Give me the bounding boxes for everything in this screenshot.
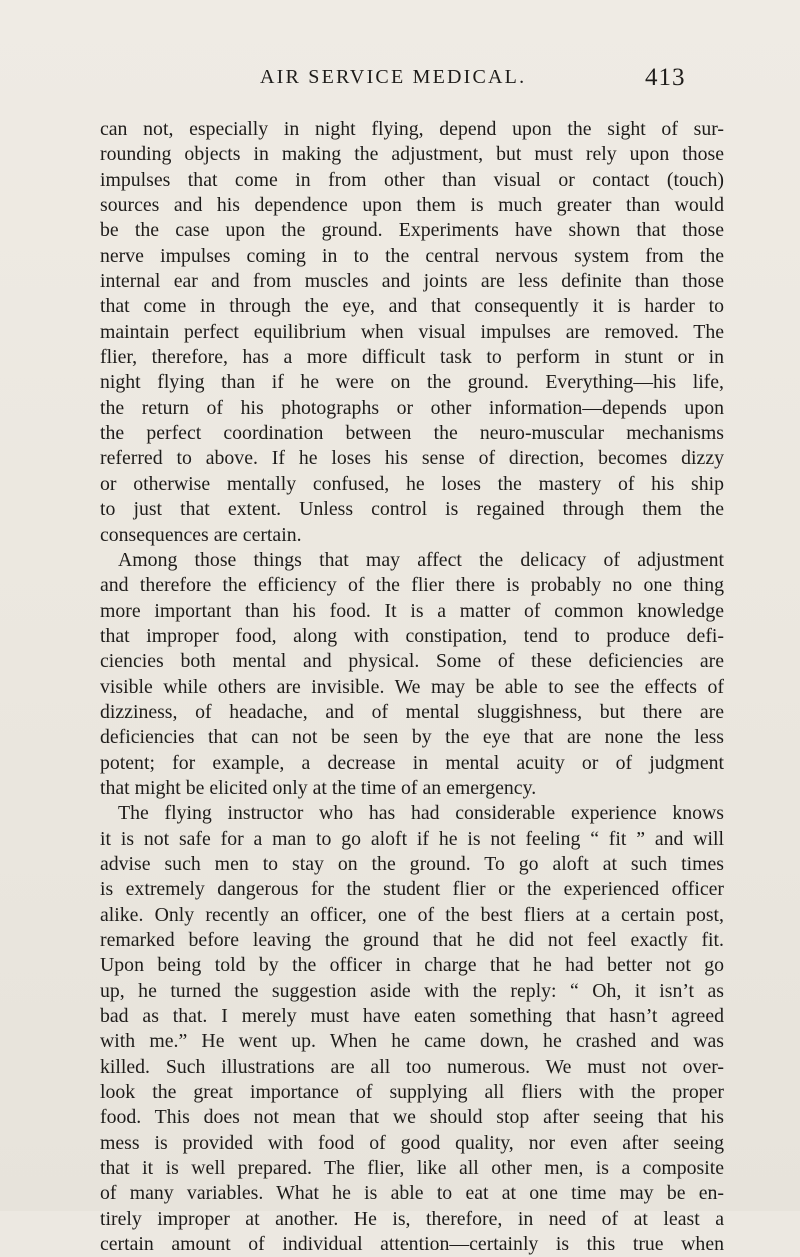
running-head <box>0 66 800 96</box>
text-line: impulses that come in from other than visual or contact (touch) <box>100 168 724 191</box>
text-line: visible while others are invisible. We may be able to see the effects of <box>100 675 724 698</box>
text-line: look the great importance of supplying all fliers with the proper <box>100 1081 724 1104</box>
page-number: 413 <box>645 64 686 91</box>
text-line: Upon being told by the officer in charge that he had better not go <box>100 954 724 977</box>
text-line: and therefore the efficiency of the flier there is probably no one thing <box>100 574 724 597</box>
text-line: The flying instructor who has had considerable experience knows <box>118 802 724 825</box>
paragraph <box>100 548 724 801</box>
text-line: food. This does not mean that we should stop after seeing that his <box>100 1106 724 1129</box>
text-line: is extremely dangerous for the student flier or the experienced officer <box>100 878 724 901</box>
text-line: night flying than if he were on the ground. Everything—his life, <box>100 371 724 394</box>
text-line: deficiencies that can not be seen by the eye that are none the less <box>100 726 724 749</box>
text-line: the perfect coordination between the neuro-muscular mechanisms <box>100 422 724 445</box>
text-line: more important than his food. It is a matter of common knowledge <box>100 599 724 622</box>
text-line: that might be elicited only at the time of an emergency. <box>100 776 537 799</box>
text-line: rounding objects in making the adjustment, but must rely upon those <box>100 143 724 166</box>
text-line: internal ear and from muscles and joints are less definite than those <box>100 270 724 293</box>
text-line: bad as that. I merely must have eaten something that hasn’t agreed <box>100 1005 724 1028</box>
text-line: to just that extent. Unless control is regained through them the <box>100 498 724 521</box>
text-line: sources and his dependence upon them is much greater than would <box>100 194 724 217</box>
text-line: nerve impulses coming in to the central nervous system from the <box>100 244 724 267</box>
text-line: advise such men to stay on the ground. To go aloft at such times <box>100 852 724 875</box>
text-line: consequences are certain. <box>100 523 302 546</box>
paragraph <box>100 117 724 548</box>
text-line: it is not safe for a man to go aloft if he is not feeling “ fit ” and will <box>100 827 724 850</box>
text-line: of many variables. What he is able to eat at one time may be en- <box>100 1182 724 1205</box>
text-line: can not, especially in night flying, depend upon the sight of sur- <box>100 118 724 140</box>
text-line: referred to above. If he loses his sense of direction, becomes dizzy <box>100 447 724 470</box>
text-line: ciencies both mental and physical. Some of these deficiencies are <box>100 650 724 673</box>
paragraph <box>100 801 724 1257</box>
text-line: maintain perfect equilibrium when visual impulses are removed. The <box>100 320 724 343</box>
text-line: tirely improper at another. He is, therefore, in need of at least a <box>100 1207 724 1230</box>
text-line: flier, therefore, has a more difficult task to perform in stunt or in <box>100 346 724 369</box>
text-line: remarked before leaving the ground that he did not feel exactly fit. <box>100 929 724 951</box>
text-line: Among those things that may affect the delicacy of adjustment <box>118 548 724 571</box>
text-line: alike. Only recently an officer, one of the best fliers at a certain post, <box>100 903 724 926</box>
text-line: certain amount of individual attention—certainly is this true when <box>100 1233 724 1256</box>
text-line: dizziness, of headache, and of mental sluggishness, but there are <box>100 700 724 723</box>
text-line: or otherwise mentally confused, he loses the mastery of his ship <box>100 472 724 495</box>
text-line: with me.” He went up. When he came down, he crashed and was <box>100 1030 724 1053</box>
text-line: up, he turned the suggestion aside with the reply: “ Oh, it isn’t as <box>100 979 724 1002</box>
text-line: that come in through the eye, and that consequently it is harder to <box>100 295 724 318</box>
text-line: the return of his photographs or other information—depends upon <box>100 396 724 419</box>
text-line: that improper food, along with constipation, tend to produce defi- <box>100 624 724 647</box>
text-line: potent; for example, a decrease in mental acuity or of judgment <box>100 751 724 774</box>
text-line: mess is provided with food of good quality, nor even after seeing <box>100 1131 724 1154</box>
running-title: AIR SERVICE MEDICAL. <box>260 66 527 88</box>
text-line: be the case upon the ground. Experiments have shown that those <box>100 219 724 242</box>
text-line: that it is well prepared. The flier, like all other men, is a composite <box>100 1157 724 1180</box>
text-line: killed. Such illustrations are all too numerous. We must not over- <box>100 1055 724 1078</box>
body-text <box>100 117 724 1257</box>
